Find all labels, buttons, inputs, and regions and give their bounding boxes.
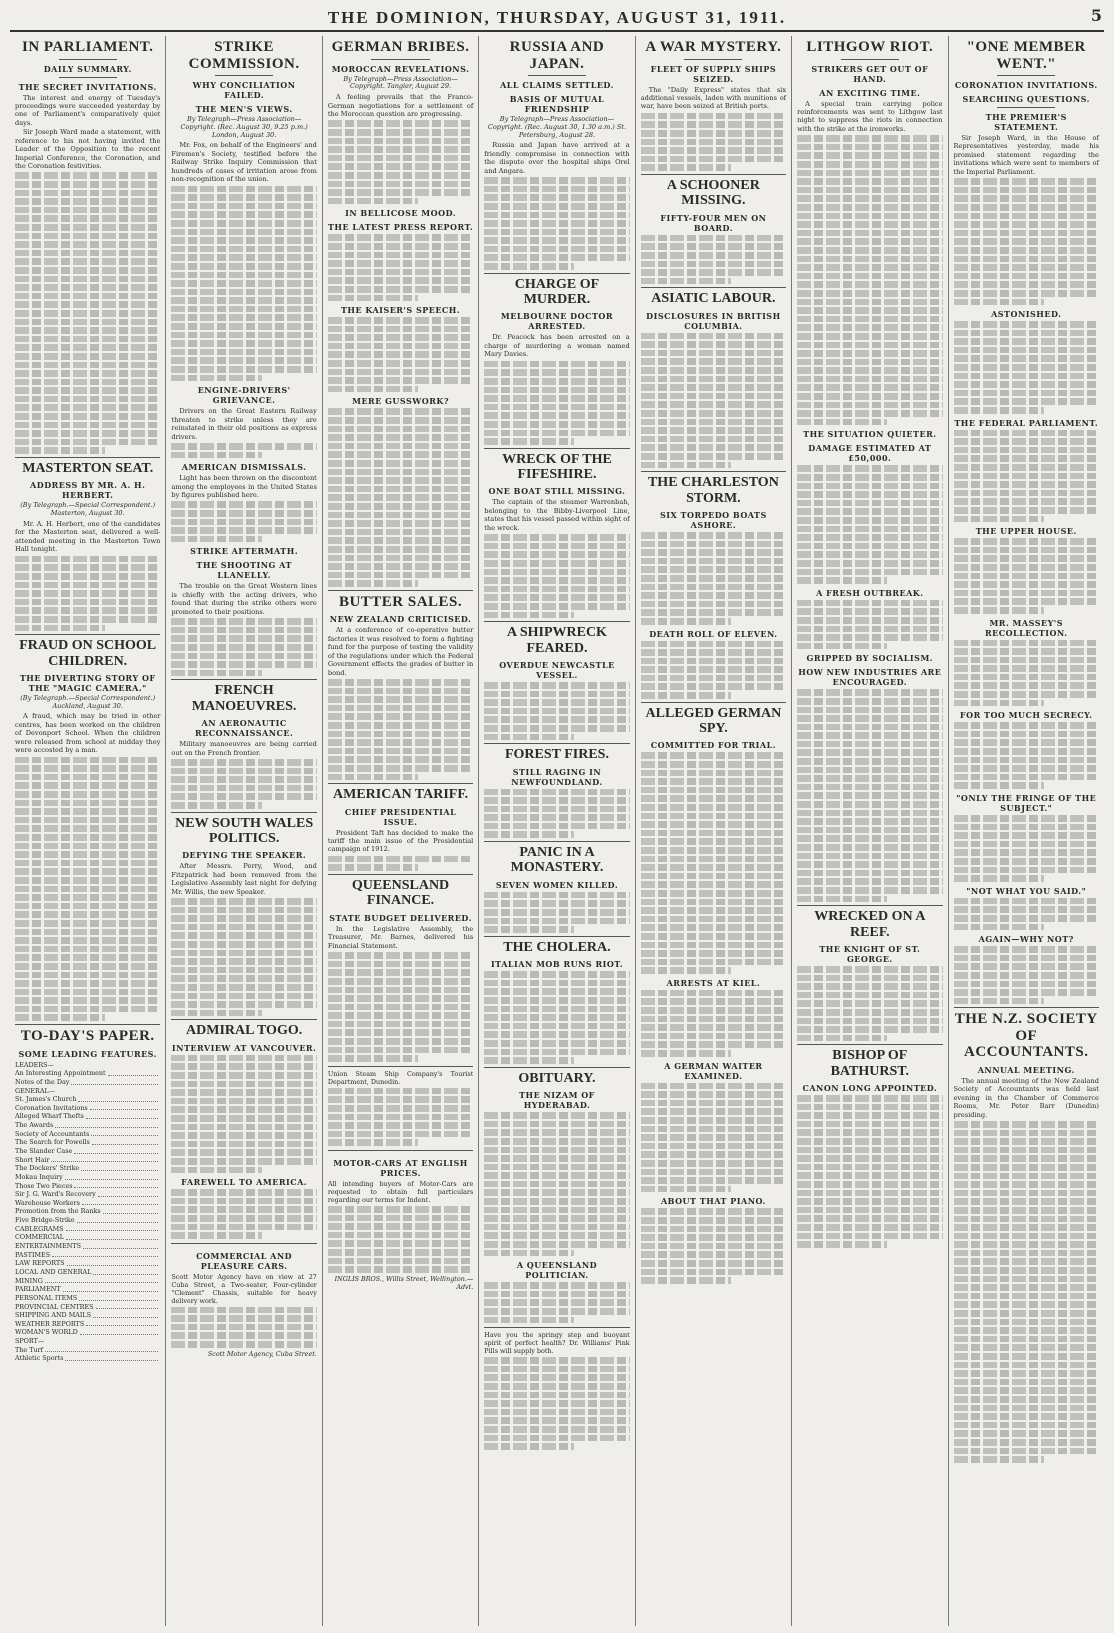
index-item — [15, 1130, 160, 1139]
index-item — [15, 1328, 160, 1337]
index-item — [15, 1251, 160, 1260]
subhead: MELBOURNE DOCTOR ARRESTED. — [500, 311, 614, 332]
headline-in-parliament: IN PARLIAMENT. — [21, 39, 154, 55]
subhead: A GERMAN WAITER EXAMINED. — [664, 1060, 763, 1081]
index-item — [15, 1216, 160, 1225]
index-item — [15, 1320, 160, 1329]
index-item — [15, 1095, 160, 1104]
index-item-label: MINING — [15, 1276, 43, 1285]
dateline: By Telegraph—Press Association—Copyright. Tangier, August 29. — [343, 74, 458, 91]
paragraph: Russia and Japan have arrived at a friendly compromise in connection with the dispute over the hospital ships Orel and Angara. — [484, 141, 630, 175]
index-item-label: The Turf — [15, 1345, 43, 1354]
index-item — [15, 1138, 160, 1147]
headline-charleston-storm: THE CHARLESTON STORM. — [647, 475, 779, 506]
index-item — [15, 1069, 160, 1078]
ad-text: Have you the springy step and buoyant spirit of perfect health? Dr. Williams' Pink Pills will supply both. — [484, 1331, 630, 1356]
headline-german-spy: ALLEGED GERMAN SPY. — [645, 705, 782, 737]
index-item — [15, 1190, 160, 1199]
index-item — [15, 1078, 160, 1087]
subhead: THE NIZAM OF HYDERABAD. — [519, 1090, 595, 1111]
subhead: IN BELLICOSE MOOD. — [345, 208, 457, 219]
article-masterton — [15, 520, 160, 631]
subhead: ABOUT THAT PIANO. — [660, 1196, 766, 1207]
subhead: THE PREMIER'S STATEMENT. — [985, 112, 1067, 132]
index-item — [15, 1225, 160, 1234]
subhead: ENGINE-DRIVERS' GRIEVANCE. — [197, 385, 291, 406]
index-item-label: Alleged Wharf Thefts — [15, 1112, 84, 1121]
subhead: STRIKERS GET OUT OF HAND. — [811, 63, 929, 84]
subhead: COMMITTED FOR TRIAL. — [650, 740, 777, 751]
subhead: SOME LEADING FEATURES. — [18, 1048, 157, 1059]
headline-wreck-fifeshire: WRECK OF THE FIFESHIRE. — [502, 451, 612, 483]
subhead: THE SITUATION QUIETER. — [803, 429, 937, 440]
subhead: DAMAGE ESTIMATED AT £50,000. — [808, 443, 932, 464]
index-item-label: Coronation Invitations — [15, 1103, 88, 1112]
subhead: DEATH ROLL OF ELEVEN. — [649, 628, 778, 639]
headline-french-manoeuvres: FRENCH MANOEUVRES. — [191, 683, 297, 714]
index-item — [15, 1268, 160, 1277]
subhead: THE KAISER'S SPEECH. — [340, 305, 461, 316]
advertisement — [328, 1066, 473, 1146]
paragraph: Sir Joseph Ward made a statement, with reference to his not having invited the Leader of the Opposition to the recent Imperial Conference, the Coronation, and the Coronation festivities. — [15, 128, 161, 170]
index-item — [15, 1182, 160, 1191]
column-1 — [10, 36, 166, 1626]
subhead: SIX TORPEDO BOATS ASHORE. — [660, 509, 767, 530]
index-item-label: The Slander Case — [15, 1146, 73, 1155]
index-item — [15, 1311, 160, 1320]
index-item — [15, 1112, 160, 1121]
headline-bishop-bathurst: BISHOP OF BATHURST. — [830, 1048, 910, 1079]
subhead: HOW NEW INDUSTRIES ARE ENCOURAGED. — [798, 667, 942, 688]
headline-queensland-finance: QUEENSLAND FINANCE. — [351, 878, 450, 909]
ad-signature: INGLIS BROS., Willis Street, Wellington.—Advt. — [334, 1274, 474, 1291]
index-item-label: Society of Accountants — [15, 1129, 90, 1138]
index-item — [15, 1337, 160, 1346]
paragraph: Mr. A. H. Herbert, one of the candidates for the Masterton seat, delivered a well-attended meeting in the Masterton Town Hall tonight. — [15, 520, 161, 554]
subhead: CANON LONG APPOINTED. — [802, 1083, 938, 1094]
headline-one-member-went: "ONE MEMBER WENT." — [966, 39, 1086, 72]
index-item-label: The Dockers' Strike — [15, 1164, 80, 1173]
subhead: "ONLY THE FRINGE OF THE SUBJECT." — [956, 793, 1097, 813]
paragraph: A fraud, which may be tried in other centres, has been worked on the children of Devonport School. When the children were released from school at midday they were accosted by a man. — [15, 712, 161, 755]
page-number: 5 — [1090, 6, 1102, 25]
index-item — [15, 1285, 160, 1294]
index-item — [15, 1303, 160, 1312]
index-item — [15, 1277, 160, 1286]
headline-american-tariff: AMERICAN TARIFF. — [333, 787, 469, 803]
index-item-label: Athletic Sports — [15, 1354, 64, 1363]
headline-shipwreck-feared: A SHIPWRECK FEARED. — [506, 625, 607, 656]
subhead: NEW ZEALAND CRITICISED. — [329, 614, 472, 625]
index-item — [15, 1207, 160, 1216]
index-item-label: PERSONAL ITEMS — [15, 1293, 78, 1302]
subhead: WHY CONCILIATION FAILED. — [192, 80, 296, 100]
paragraph: Dr. Peacock has been arrested on a charge of murdering a woman named Mary Davies. — [484, 333, 630, 359]
subhead: INTERVIEW AT VANCOUVER. — [171, 1042, 317, 1053]
index-item — [15, 1354, 160, 1363]
subhead: SEARCHING QUESTIONS. — [962, 94, 1090, 104]
index-item-label: LEADERS— — [15, 1060, 54, 1069]
subhead: AGAIN—WHY NOT? — [978, 934, 1074, 945]
index-item — [15, 1156, 160, 1165]
index-item — [15, 1147, 160, 1156]
index-item — [15, 1242, 160, 1251]
subhead: THE UPPER HOUSE. — [975, 526, 1077, 537]
paragraph: Light has been thrown on the discontent among the employees in the United States by figures published here. — [171, 474, 317, 500]
index-item-label: LAW REPORTS — [15, 1259, 65, 1268]
index-item — [15, 1061, 160, 1070]
subhead: "NOT WHAT YOU SAID." — [966, 885, 1087, 896]
index-item-label: Warehouse Workers — [15, 1198, 80, 1207]
subhead: FLEET OF SUPPLY SHIPS SEIZED. — [650, 63, 777, 84]
dateline: (By Telegraph.—Special Correspondent.) Masterton, August 30. — [20, 501, 156, 518]
advertisement — [328, 1150, 473, 1291]
index-item-label: GENERAL— — [15, 1086, 56, 1095]
subhead: BASIS OF MUTUAL FRIENDSHIP — [509, 94, 605, 114]
paragraph: After Messrs. Perry, Wood, and Fitzpatrick had been removed from the Legislative Assembly last night for defying Mr. Willis, the new Speaker. — [171, 862, 317, 896]
dateline: By Telegraph—Press Association—Copyright. (Rec. August 30, 1.30 a.m.) St. Petersburg, August 28. — [487, 115, 627, 139]
ad-text: All intending buyers of Motor-Cars are requested to obtain full particulars regarding our terms for Indent. — [327, 1180, 474, 1205]
index-item-label: COMMERCIAL — [15, 1233, 64, 1242]
index-item-label: Mokau Inquiry — [15, 1172, 63, 1181]
article-strike — [171, 141, 316, 381]
headline-war-mystery: A WAR MYSTERY. — [645, 39, 782, 55]
headline-asiatic-labour: ASIATIC LABOUR. — [651, 291, 776, 307]
paragraph: The "Daily Express" states that six additional vessels, laden with munitions of war, have been seized at British ports. — [640, 85, 787, 111]
index-item-label: WEATHER REPORTS — [15, 1319, 85, 1328]
index-item-label: PROVINCIAL CENTRES — [15, 1302, 94, 1311]
headline-wrecked-on-reef: WRECKED ON A REEF. — [814, 909, 926, 940]
subhead: A QUEENSLAND POLITICIAN. — [516, 1260, 598, 1281]
paragraph: The trouble on the Great Western lines is chiefly with the acting drivers, who found that during the strike others were promoted to their positions. — [171, 582, 317, 616]
headline-russia-japan: RUSSIA AND JAPAN. — [509, 39, 605, 72]
subhead: CHIEF PRESIDENTIAL ISSUE. — [344, 806, 457, 827]
index-item — [15, 1259, 160, 1268]
subhead: STRIKE AFTERMATH. — [190, 546, 299, 557]
headline-nsw-politics: NEW SOUTH WALES POLITICS. — [175, 815, 314, 846]
index-item-label: CABLEGRAMS — [15, 1224, 64, 1233]
masthead — [10, 6, 1104, 32]
index-item — [15, 1121, 160, 1130]
ad-text: Scott Motor Agency have on view at 27 Cuba Street, a Two-seater, Four-cylinder "Clement" Chassis, suitable for heavy delivery work. — [171, 1272, 317, 1305]
masthead-title: THE DOMINION, THURSDAY, AUGUST 31, 1911. — [327, 8, 787, 27]
subhead: ONE BOAT STILL MISSING. — [488, 486, 626, 497]
paragraph: President Taft has decided to make the tariff the main issue of the Presidential campaign of 1912. — [327, 828, 474, 854]
index-item — [15, 1294, 160, 1303]
subhead: MERE GUSSWORK? — [352, 396, 450, 407]
subhead: AN EXCITING TIME. — [819, 87, 921, 98]
columns — [10, 36, 1104, 1626]
headline-panic-monastery: PANIC IN A MONASTERY. — [510, 845, 604, 876]
subhead: THE MEN'S VIEWS. — [195, 104, 293, 114]
subhead: THE DIVERTING STORY OF THE "MAGIC CAMERA." — [19, 672, 156, 693]
subhead: ANNUAL MEETING. — [977, 1064, 1075, 1075]
index-item-label: Short Hair — [15, 1155, 50, 1164]
index-item — [15, 1233, 160, 1242]
headline-strike-commission: STRIKE COMMISSION. — [188, 39, 300, 72]
subhead: THE LATEST PRESS REPORT. — [327, 222, 474, 233]
headline-fraud: FRAUD ON SCHOOL CHILDREN. — [19, 638, 157, 669]
features-index — [15, 1061, 160, 1363]
headline-nz-accountants: THE N.Z. SOCIETY OF ACCOUNTANTS. — [954, 1011, 1098, 1061]
subhead: FIFTY-FOUR MEN ON BOARD. — [660, 212, 767, 233]
subhead: STATE BUDGET DELIVERED. — [329, 912, 472, 923]
index-item-label: Notes of the Day — [15, 1077, 70, 1086]
subhead: A FRESH OUTBREAK. — [816, 587, 924, 598]
index-item-label: St. James's Church — [15, 1095, 77, 1104]
paragraph: A special train carrying police reinforcements was sent to Lithgow last night to suppress the riots in connection with the strike at the ironworks. — [797, 99, 943, 133]
subhead: ITALIAN MOB RUNS RIOT. — [490, 959, 624, 970]
subhead: ADDRESS BY MR. A. H. HERBERT. — [30, 480, 146, 501]
paragraph: At a conference of co-operative butter factories it was resolved to form a fighting fund for the purpose of testing the validity of the regulations under which the Federal Government effects the grades of butter in bond. — [327, 626, 474, 677]
headline-german-bribes: GERMAN BRIBES. — [331, 39, 470, 55]
subhead: MOROCCAN REVELATIONS. — [331, 63, 470, 74]
index-item — [15, 1173, 160, 1182]
paragraph: Sir Joseph Ward, in the House of Representatives yesterday, made his promised statement regarding the invitations which were sent to members of the Imperial Parliament. — [953, 134, 1099, 176]
paragraph: Mr. Fox, on behalf of the Engineers' and Firemen's Society, testified before the Railway Strike Inquiry Commission that hundreds of cases of irritation arose from non-recognition of the union. — [171, 141, 317, 184]
headline-admiral-togo: ADMIRAL TOGO. — [186, 1023, 303, 1039]
ad-title: MOTOR-CARS AT ENGLISH PRICES. — [333, 1158, 468, 1179]
subhead: DAILY SUMMARY. — [43, 63, 132, 74]
paragraph: Drivers on the Great Eastern Railway threaten to strike unless they are reinstated in their old positions as express drivers. — [171, 407, 317, 441]
subhead: DEFYING THE SPEAKER. — [182, 850, 307, 861]
ad-title: COMMERCIAL AND PLEASURE CARS. — [196, 1250, 293, 1271]
index-item — [15, 1104, 160, 1113]
headline-forest-fires: FOREST FIRES. — [504, 747, 609, 763]
index-item — [15, 1087, 160, 1096]
column-2 — [166, 36, 322, 1626]
dateline: By Telegraph—Press Association—Copyright. (Rec. August 30, 9.25 p.m.) London, August 30. — [180, 115, 308, 139]
paragraph: A feeling prevails that the Franco-German negotiations for a settlement of the Moroccan question are progressing. — [327, 93, 474, 118]
subhead: THE SECRET INVITATIONS. — [18, 81, 157, 92]
ad-signature: Scott Motor Agency, Cuba Street. — [207, 1349, 317, 1358]
index-item-label: Sir J. G. Ward's Recovery — [15, 1190, 96, 1199]
column-6 — [792, 36, 948, 1626]
index-item-label: The Search for Powells — [15, 1138, 90, 1147]
subhead: SEVEN WOMEN KILLED. — [495, 879, 619, 890]
subhead: THE SHOOTING AT LLANELLY. — [196, 560, 292, 581]
subhead: THE KNIGHT OF ST. GEORGE. — [819, 943, 921, 964]
headline-schooner-missing: A SCHOONER MISSING. — [666, 177, 760, 209]
index-item-label: WOMAN'S WORLD — [15, 1328, 78, 1337]
column-7 — [949, 36, 1104, 1626]
index-item-label: ENTERTAINMENTS — [15, 1242, 81, 1251]
subhead: ASTONISHED. — [991, 309, 1062, 320]
subhead: ARRESTS AT KIEL. — [666, 977, 761, 988]
index-item-label: The Awards — [15, 1121, 54, 1130]
index-item — [15, 1346, 160, 1355]
subhead: GRIPPED BY SOCIALISM. — [806, 653, 934, 664]
paragraph: The annual meeting of the New Zealand Society of Accountants was held last evening in the Chamber of Commerce Rooms, Mr. Peter Barr (Dunedin) presiding. — [953, 1076, 1099, 1119]
index-item-label: An Interesting Appointment — [15, 1069, 106, 1078]
headline-lithgow-riot: LITHGOW RIOT. — [806, 39, 934, 55]
index-item-label: PARLIAMENT — [15, 1285, 61, 1294]
headline-cholera: THE CHOLERA. — [503, 939, 611, 955]
headline-masterton-seat: MASTERTON SEAT. — [22, 461, 154, 477]
paragraph: In the Legislative Assembly, the Treasurer, Mr. Barnes, delivered his Financial Statement. — [327, 924, 474, 950]
column-3 — [323, 36, 479, 1626]
subhead: AMERICAN DISMISSALS. — [181, 462, 307, 473]
index-item — [15, 1164, 160, 1173]
subhead: DISCLOSURES IN BRITISH COLUMBIA. — [646, 310, 781, 331]
paragraph: Military manoeuvres are being carried out on the French frontier. — [171, 740, 317, 757]
index-item-label: Those Two Pieces — [15, 1181, 73, 1190]
column-4 — [479, 36, 635, 1626]
index-item-label: SHIPPING AND MAILS — [15, 1311, 91, 1320]
headline-butter-sales: BUTTER SALES. — [338, 593, 463, 610]
ad-text: Union Steam Ship Company's Tourist Department, Dunedin. — [327, 1069, 474, 1086]
subhead: ALL CLAIMS SETTLED. — [500, 80, 614, 90]
headline-todays-paper: TO-DAY'S PAPER. — [20, 1028, 155, 1045]
advertisement — [484, 1327, 629, 1450]
headline-obituary: OBITUARY. — [518, 1070, 596, 1086]
subhead: STILL RAGING IN NEWFOUNDLAND. — [511, 766, 603, 787]
index-item-label: SPORT— — [15, 1337, 45, 1346]
paragraph: The interest and energy of Tuesday's proceedings were succeeded yesterday by one of Parliament's comparatively quiet days. — [15, 93, 161, 127]
index-item-label: Five Bridge-Strike — [15, 1216, 75, 1225]
index-item-label: Promotion from the Ranks — [15, 1207, 101, 1216]
article-fraud — [15, 712, 160, 1021]
subhead: CORONATION INVITATIONS. — [954, 80, 1098, 90]
subhead: FAREWELL TO AMERICA. — [181, 1177, 308, 1188]
advertisement — [171, 1243, 316, 1358]
column-5 — [636, 36, 792, 1626]
subhead: FOR TOO MUCH SECRECY. — [959, 710, 1093, 721]
article-parliament — [15, 94, 160, 455]
paragraph: The captain of the steamer Warrenbah, belonging to the Bibby-Liverpool Line, states that his vessel passed within sight of the wreck. — [484, 498, 630, 532]
subhead: THE FEDERAL PARLIAMENT. — [954, 417, 1099, 428]
subhead: OVERDUE NEWCASTLE VESSEL. — [499, 659, 615, 680]
headline-charge-of-murder: CHARGE OF MURDER. — [514, 276, 600, 308]
subhead: MR. MASSEY'S RECOLLECTION. — [984, 617, 1068, 638]
index-item-label: LOCAL AND GENERAL — [15, 1267, 92, 1276]
dateline: (By Telegraph.—Special Correspondent.) Auckland, August 30. — [20, 693, 156, 710]
subhead: AN AERONAUTIC RECONNAISSANCE. — [194, 718, 294, 739]
index-item — [15, 1199, 160, 1208]
index-item-label: PASTIMES — [15, 1250, 51, 1259]
